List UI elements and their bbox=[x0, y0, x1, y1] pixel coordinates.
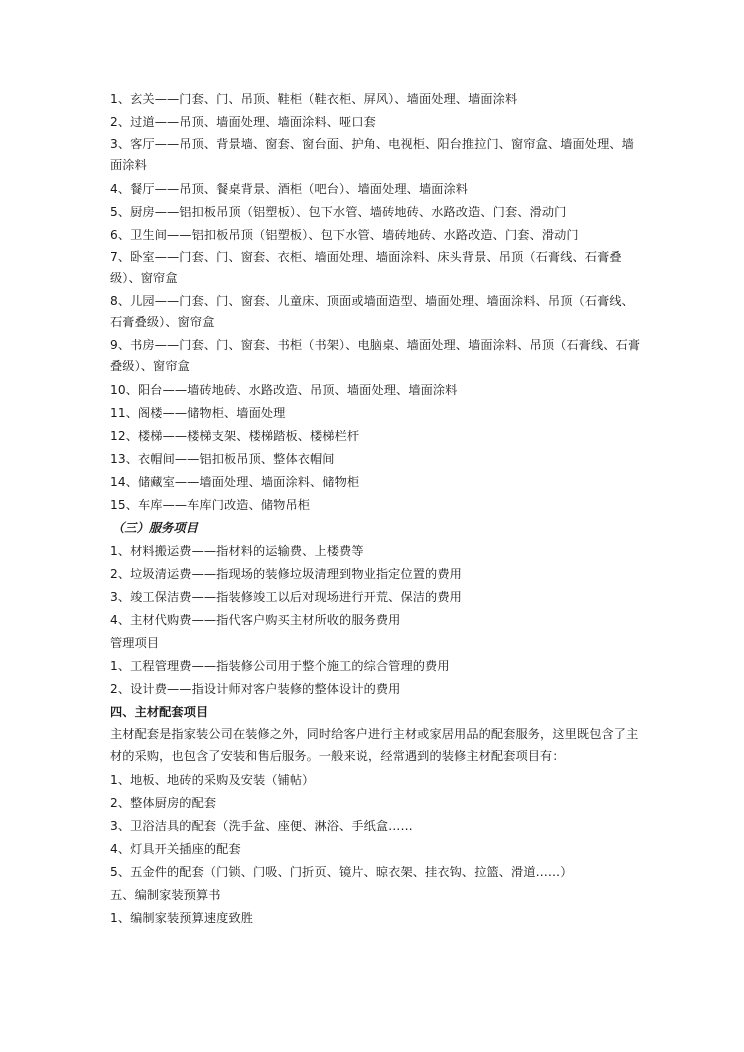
service-item-1: 1、材料搬运费——指材料的运输费、上楼费等 bbox=[110, 544, 364, 558]
room-item-15: 15、车库——车库门改造、储物吊柜 bbox=[110, 498, 311, 512]
main-materials-heading: 四、主材配套项目 bbox=[110, 705, 209, 719]
room-item-7: 7、卧室——门套、门、窗套、衣柜、墙面处理、墙面涂料、床头背景、吊顶（石膏线、石膏叠级）、窗帘盒 bbox=[110, 250, 622, 285]
services-heading: （三）服务项目 bbox=[112, 521, 199, 535]
main-material-item-2: 2、整体厨房的配套 bbox=[110, 796, 217, 810]
budget-heading: 五、编制家装预算书 bbox=[110, 888, 221, 902]
room-item-11: 11、阁楼——储物柜、墙面处理 bbox=[110, 406, 286, 420]
room-item-14: 14、储藏室——墙面处理、墙面涂料、储物柜 bbox=[110, 475, 360, 489]
management-item-2: 2、设计费——指设计师对客户装修的整体设计的费用 bbox=[110, 682, 401, 696]
room-item-5: 5、厨房——铝扣板吊顶（铝塑板）、包下水管、墙砖地砖、水路改造、门套、滑动门 bbox=[110, 205, 567, 219]
main-materials-intro: 主材配套是指家装公司在装修之外，同时给客户进行主材或家居用品的配套服务，这里既包含了主材的采购，也包含了安装和售后服务。一般来说，经常遇到的装修主材配套项目有： bbox=[110, 727, 639, 763]
room-item-10: 10、阳台——墙砖地砖、水路改造、吊顶、墙面处理、墙面涂料 bbox=[110, 383, 458, 397]
service-item-4: 4、主材代购费——指代客户购买主材所收的服务费用 bbox=[110, 613, 401, 627]
room-item-9: 9、书房——门套、门、窗套、书柜（书架）、电脑桌、墙面处理、墙面涂料、吊顶（石膏线、石膏叠级）、窗帘盒 bbox=[110, 338, 641, 373]
management-item-1: 1、工程管理费——指装修公司用于整个施工的综合管理的费用 bbox=[110, 659, 450, 673]
room-item-13: 13、衣帽间——铝扣板吊顶、整体衣帽间 bbox=[110, 452, 335, 466]
room-item-2: 2、过道——吊顶、墙面处理、墙面涂料、哑口套 bbox=[110, 115, 376, 129]
main-material-item-5: 5、五金件的配套（门锁、门吸、门折页、镜片、晾衣架、挂衣钩、拉篮、滑道……） bbox=[110, 865, 573, 879]
management-heading: 管理项目 bbox=[110, 636, 160, 650]
budget-item-1: 1、编制家装预算速度致胜 bbox=[110, 911, 254, 925]
main-material-item-3: 3、卫浴洁具的配套（洗手盆、座便、淋浴、手纸盒…… bbox=[110, 819, 413, 833]
main-material-item-1: 1、地板、地砖的采购及安装（铺帖） bbox=[110, 773, 315, 787]
service-item-3: 3、竣工保洁费——指装修竣工以后对现场进行开荒、保洁的费用 bbox=[110, 590, 462, 604]
room-item-8: 8、儿园——门套、门、窗套、儿童床、顶面或墙面造型、墙面处理、墙面涂料、吊顶（石膏线、石膏叠级）、窗帘盒 bbox=[110, 294, 634, 329]
room-item-3: 3、客厅——吊顶、背景墙、窗套、窗台面、护角、电视柜、阳台推拉门、窗帘盒、墙面处理、墙面涂料 bbox=[110, 137, 634, 172]
document-page bbox=[110, 88, 644, 930]
main-material-item-4: 4、灯具开关插座的配套 bbox=[110, 842, 241, 856]
room-item-6: 6、卫生间——铝扣板吊顶（铝塑板）、包下水管、墙砖地砖、水路改造、门套、滑动门 bbox=[110, 228, 579, 242]
room-item-1: 1、玄关——门套、门、吊顶、鞋柜（鞋衣柜、屏风）、墙面处理、墙面涂料 bbox=[110, 92, 518, 106]
room-item-4: 4、餐厅——吊顶、餐桌背景、酒柜（吧台）、墙面处理、墙面涂料 bbox=[110, 182, 469, 196]
room-item-12: 12、楼梯——楼梯支架、楼梯踏板、楼梯栏杆 bbox=[110, 429, 360, 443]
service-item-2: 2、垃圾清运费——指现场的装修垃圾清理到物业指定位置的费用 bbox=[110, 567, 462, 581]
